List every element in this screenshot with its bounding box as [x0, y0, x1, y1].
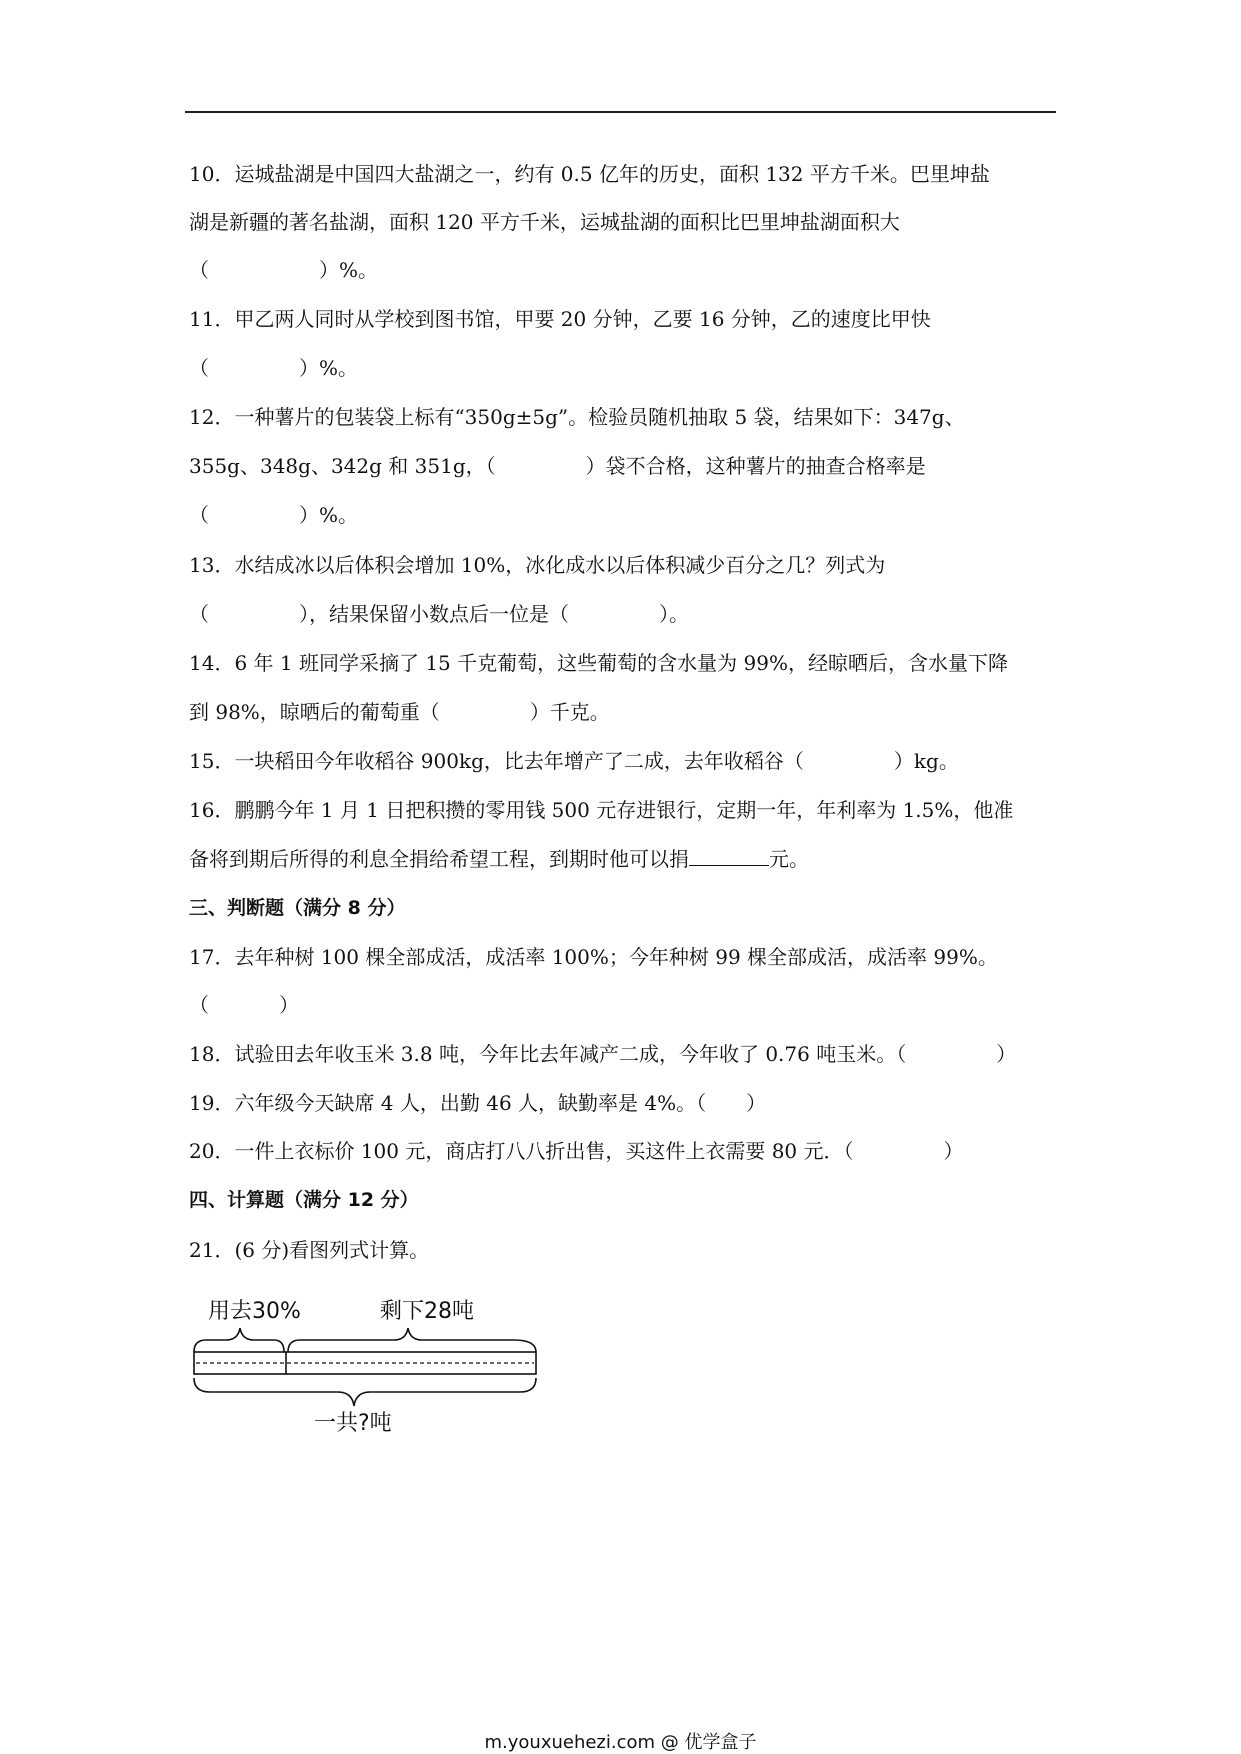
q16-line2 [189, 845, 809, 873]
total-label: 一共?吨 [314, 1411, 392, 1436]
q14-line2-a: 到 98%，晾晒后的葡萄重（ [189, 700, 440, 724]
q10-line2: 湖是新疆的著名盐湖，面积 120 平方千米，运城盐湖的面积比巴里坤盐湖面积大 [189, 210, 900, 234]
q15-line1-a: 15．一块稻田今年收稻谷 900kg，比去年增产了二成，去年收稻谷（ [189, 749, 804, 773]
percentage-bar-diagram [188, 1290, 548, 1440]
q11-line1: 11．甲乙两人同时从学校到图书馆，甲要 20 分钟，乙要 16 分钟，乙的速度比甲快 [189, 307, 931, 331]
q20-text: 20．一件上衣标价 100 元，商店打八八折出售，买这件上衣需要 80 元．（ [189, 1139, 854, 1163]
header-rule [185, 111, 1056, 113]
total-brace [194, 1378, 536, 1406]
q16-line1: 16．鹏鹏今年 1 月 1 日把积攒的零用钱 500 元存进银行，定期一年，年利率为 1.5%，他准 [189, 798, 1014, 822]
q19-paren-close: ） [746, 1091, 767, 1115]
q13-line2-c: ）。 [659, 602, 689, 626]
q15-line1 [189, 747, 959, 775]
q12-line1: 12．一种薯片的包装袋上标有“350g±5g”。检验员随机抽取 5 袋，结果如下：347g、 [189, 405, 965, 429]
q16-blank[interactable] [689, 847, 769, 866]
q10-paren-close: ）%。 [319, 258, 379, 282]
q12-paren-open: （ [189, 503, 209, 527]
q17-answer [189, 991, 299, 1019]
q12-answer [189, 501, 358, 529]
q17-line1: 17．去年种树 100 棵全部成活，成活率 100%；今年种树 99 棵全部成活，成活率 99%。 [189, 945, 998, 969]
q13-line1: 13．水结成冰以后体积会增加 10%，冰化成水以后体积减少百分之几？列式为 [189, 553, 886, 577]
q12-paren-close: ）%。 [299, 503, 359, 527]
q20-line [189, 1137, 964, 1165]
q17-paren-open: （ [189, 993, 209, 1017]
q11-paren-close: ）%。 [299, 356, 359, 380]
remain-brace [288, 1328, 536, 1352]
q14-line2-b: ）千克。 [529, 700, 610, 724]
q10-line1: 10．运城盐湖是中国四大盐湖之一，约有 0.5 亿年的历史，面积 132 平方千米。巴里坤盐 [189, 162, 990, 186]
section-3-heading: 三、判断题（满分 8 分） [189, 897, 406, 919]
q14-line2 [189, 698, 610, 726]
q16-line2-b: 元。 [769, 847, 809, 871]
q15-line1-b: ）kg。 [893, 749, 959, 773]
q19-text: 19．六年级今天缺席 4 人，出勤 46 人，缺勤率是 4%。（ [189, 1091, 707, 1115]
q21-line: 21．(6 分)看图列式计算。 [189, 1238, 430, 1262]
q13-line2-b: ），结果保留小数点后一位是（ [299, 602, 569, 626]
q17-paren-close: ） [279, 993, 299, 1017]
q10-answer [189, 256, 378, 284]
q20-paren-close: ） [943, 1139, 964, 1163]
q19-line [189, 1089, 766, 1117]
q18-text: 18．试验田去年收玉米 3.8 吨，今年比去年减产二成，今年收了 0.76 吨玉米。（ [189, 1042, 907, 1066]
used-label: 用去30% [208, 1299, 301, 1324]
section-4-heading: 四、计算题（满分 12 分） [189, 1189, 419, 1211]
q11-answer [189, 354, 358, 382]
q12-line2-a: 355g、348g、342g 和 351g，（ [189, 454, 496, 478]
q16-line2-a: 备将到期后所得的利息全捐给希望工程，到期时他可以捐 [189, 847, 689, 871]
q13-line2-a: （ [189, 602, 209, 626]
q11-paren-open: （ [189, 356, 209, 380]
used-brace [194, 1328, 284, 1352]
q12-line2 [189, 452, 926, 480]
remain-label: 剩下28吨 [380, 1299, 474, 1324]
q18-paren-close: ） [996, 1042, 1017, 1066]
footer-watermark: m.youxuehezi.com @ 优学盒子 [484, 1732, 757, 1753]
q14-line1: 14．6 年 1 班同学采摘了 15 千克葡萄，这些葡萄的含水量为 99%，经晾晒后，含水量下降 [189, 651, 1008, 675]
q18-line [189, 1040, 1016, 1068]
q12-line2-b: ）袋不合格，这种薯片的抽查合格率是 [585, 454, 926, 478]
q13-line2 [189, 600, 689, 628]
q10-paren-open: （ [189, 258, 209, 282]
